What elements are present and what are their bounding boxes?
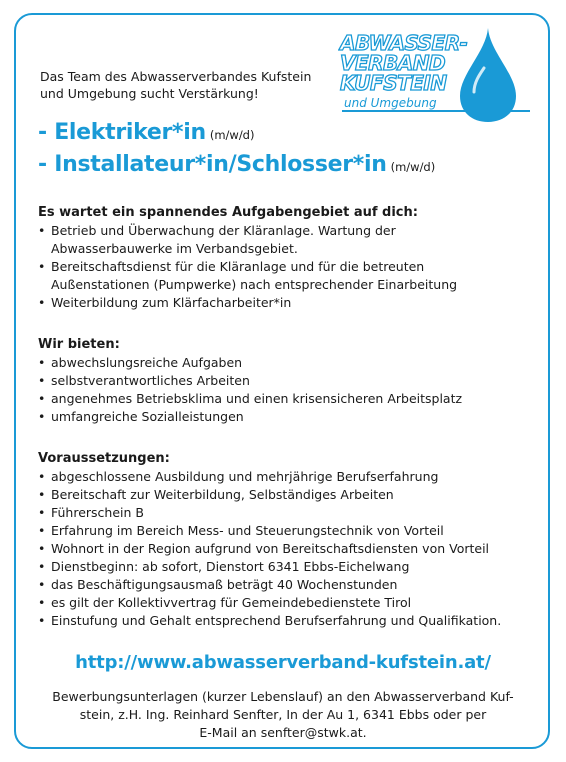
- intro-line: und Umgebung sucht Verstärkung!: [40, 86, 259, 101]
- gender-suffix: (m/w/d): [209, 128, 255, 142]
- list-item-line: • Betrieb und Überwachung der Kläranlage. Wartung der: [51, 223, 396, 238]
- application-line: stein, z.H. Ing. Reinhard Senfter, In der Au 1, 6341 Ebbs oder per: [79, 707, 487, 722]
- gender-suffix: (m/w/d): [390, 160, 436, 174]
- list-item: • Führerschein B: [38, 504, 538, 522]
- list-item: • Dienstbeginn: ab sofort, Dienstort 6341 Ebbs-Eichelwang: [38, 558, 538, 576]
- intro-line: Das Team des Abwasserverbandes Kufstein: [40, 69, 312, 84]
- abwasserverband-logo: [338, 26, 534, 122]
- list-item: • Bereitschaft zur Weiterbildung, Selbständiges Arbeiten: [38, 486, 538, 504]
- requirements-section: [38, 450, 538, 630]
- tasks-section: [38, 204, 538, 312]
- offer-heading: Wir bieten:: [38, 337, 120, 352]
- list-item-line: Abwasserbauwerke im Verbandsgebiet.: [51, 241, 298, 256]
- water-drop-icon: [460, 28, 516, 122]
- intro-text: [40, 68, 330, 102]
- logo-line-3: KUFSTEIN: [340, 71, 447, 95]
- list-item: • umfangreiche Sozialleistungen: [38, 408, 538, 426]
- job-title: - Elektriker*in: [38, 120, 206, 145]
- job-title-electrician: [38, 120, 254, 145]
- list-item: • abwechslungsreiche Aufgaben: [38, 354, 538, 372]
- application-info: [40, 688, 526, 742]
- application-line: E-Mail an senfter@stwk.at.: [199, 725, 367, 740]
- logo-line-1: ABWASSER-: [340, 31, 468, 55]
- list-item: • selbstverantwortliches Arbeiten: [38, 372, 538, 390]
- website-link[interactable]: http://www.abwasserverband-kufstein.at/: [75, 652, 491, 673]
- list-item-line: • Bereitschaftsdienst für die Kläranlage und für die betreuten: [51, 259, 425, 274]
- list-item: [38, 222, 538, 258]
- offer-section: [38, 336, 538, 426]
- requirements-heading: Voraussetzungen:: [38, 451, 170, 466]
- list-item-line: • Weiterbildung zum Klärfacharbeiter*in: [51, 295, 292, 310]
- logo-line-2: VERBAND: [340, 51, 446, 75]
- tasks-heading: Es wartet ein spannendes Aufgabengebiet auf dich:: [38, 205, 418, 220]
- list-item: • das Beschäftigungsausmaß beträgt 40 Wochenstunden: [38, 576, 538, 594]
- logo-underline: [342, 110, 530, 112]
- application-line: Bewerbungsunterlagen (kurzer Lebenslauf) an den Abwasserverband Kuf-: [52, 689, 514, 704]
- logo-line-4: und Umgebung: [344, 96, 437, 110]
- list-item: • abgeschlossene Ausbildung und mehrjährige Berufserfahrung: [38, 468, 538, 486]
- list-item: • Einstufung und Gehalt entsprechend Berufserfahrung und Qualifikation.: [38, 612, 538, 630]
- list-item: • angenehmes Betriebsklima und einen krisensicheren Arbeitsplatz: [38, 390, 538, 408]
- list-item: • es gilt der Kollektivvertrag für Gemeindebedienstete Tirol: [38, 594, 538, 612]
- list-item: • Erfahrung im Bereich Mess- und Steuerungstechnik von Vorteil: [38, 522, 538, 540]
- list-item: [38, 294, 538, 312]
- job-title: - Installateur*in/Schlosser*in: [38, 152, 387, 177]
- job-title-installer: [38, 152, 435, 177]
- list-item: • Wohnort in der Region aufgrund von Bereitschaftsdiensten von Vorteil: [38, 540, 538, 558]
- list-item: [38, 258, 538, 294]
- list-item-line: Außenstationen (Pumpwerke) nach entsprechender Einarbeitung: [51, 277, 458, 292]
